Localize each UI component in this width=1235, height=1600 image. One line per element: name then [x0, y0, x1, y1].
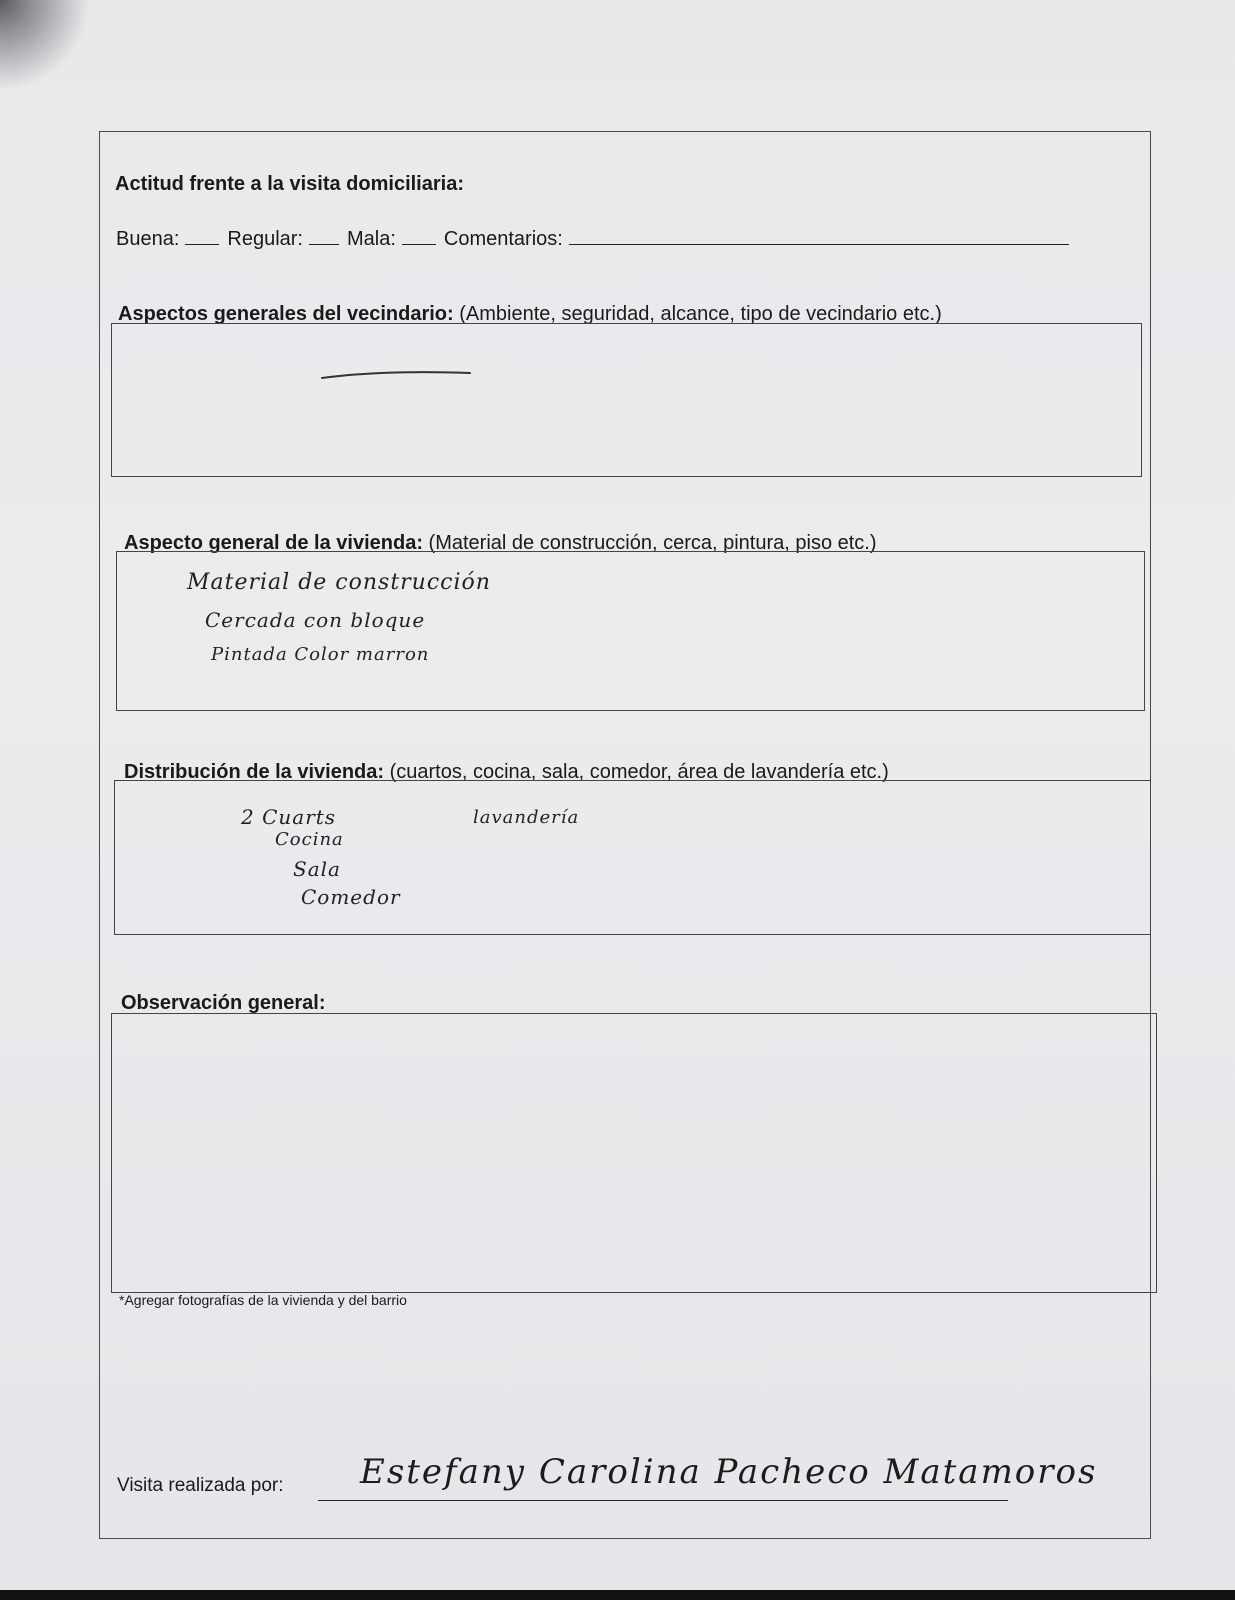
visit-label: Visita realizada por: [117, 1475, 284, 1496]
signature: Estefany Carolina Pacheco Matamoros [360, 1452, 1098, 1492]
observation-box[interactable] [111, 1013, 1157, 1293]
distribution-box[interactable] [114, 780, 1151, 935]
distribution-line-4: Comedor [301, 885, 401, 909]
buena-label: Buena: [116, 228, 180, 250]
regular-label: Regular: [227, 228, 303, 250]
dwelling-line-1: Material de construcción [187, 570, 491, 595]
comentarios-blank[interactable] [569, 226, 1069, 245]
distribution-line-3: Sala [293, 857, 341, 881]
buena-blank[interactable] [185, 226, 219, 245]
mala-label: Mala: [347, 228, 396, 250]
distribution-line-2: Cocina [275, 829, 344, 850]
dwelling-line-3: Pintada Color marron [211, 644, 430, 665]
signature-line[interactable] [318, 1500, 1008, 1501]
page-corner-shadow [0, 0, 120, 110]
distribution-line-1: 2 Cuarts [241, 805, 337, 829]
comentarios-label: Comentarios: [443, 228, 563, 250]
bottom-edge [0, 1590, 1235, 1600]
observation-heading: Observación general: [121, 992, 326, 1014]
neighborhood-heading: Aspectos generales del vecindario: (Ambiente, seguridad, alcance, tipo de vecindario etc.) [118, 303, 942, 325]
pen-stroke [320, 364, 490, 384]
attitude-rating-line [116, 226, 1077, 251]
photos-note: *Agregar fotografías de la vivienda y del barrio [119, 1292, 407, 1308]
neighborhood-box[interactable] [111, 323, 1142, 477]
dwelling-box[interactable] [116, 551, 1145, 711]
distribution-heading: Distribución de la vivienda: (cuartos, cocina, sala, comedor, área de lavandería etc.) [124, 761, 889, 783]
regular-blank[interactable] [309, 226, 339, 245]
dwelling-heading: Aspecto general de la vivienda: (Material de construcción, cerca, pintura, piso etc.) [124, 532, 877, 554]
distribution-line-5: lavandería [473, 807, 580, 828]
mala-blank[interactable] [402, 226, 436, 245]
attitude-heading: Actitud frente a la visita domiciliaria: [115, 173, 464, 195]
dwelling-line-2: Cercada con bloque [205, 608, 426, 632]
